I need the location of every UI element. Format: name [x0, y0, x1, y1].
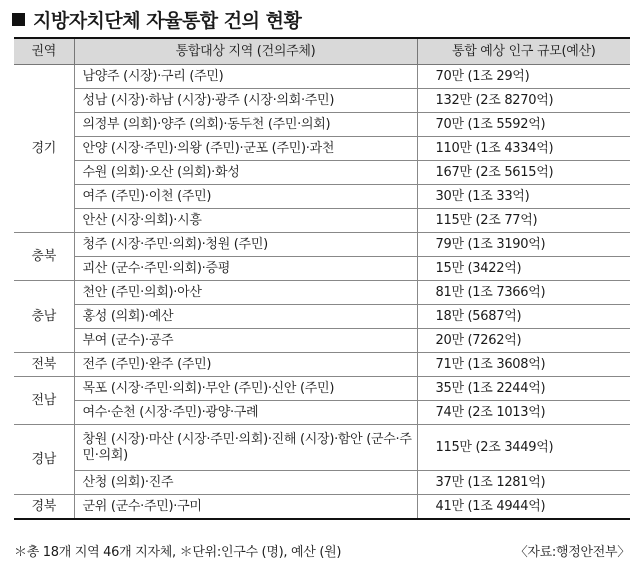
status-table [14, 37, 630, 520]
table-row [14, 281, 630, 305]
scale-cell: 20만 (7262억) [417, 329, 630, 353]
scale-cell: 110만 (1조 4334억) [417, 137, 630, 161]
scale-cell: 41만 (1조 4944억) [417, 495, 630, 520]
scale-cell: 132만 (2조 8270억) [417, 89, 630, 113]
area-cell: 여주 (주민)·이천 (주민) [74, 185, 417, 209]
scale-cell: 37만 (1조 1281억) [417, 471, 630, 495]
table-row [14, 161, 630, 185]
area-cell: 의정부 (의회)·양주 (의회)·동두천 (주민·의회) [74, 113, 417, 137]
table-row [14, 113, 630, 137]
title-block [12, 4, 301, 34]
area-cell: 산청 (의회)·진주 [74, 471, 417, 495]
region-cell: 경남 [14, 425, 74, 495]
region-cell: 전남 [14, 377, 74, 425]
area-cell: 남양주 (시장)·구리 (주민) [74, 65, 417, 89]
area-cell: 안산 (시장·의회)·시흥 [74, 209, 417, 233]
table-row [14, 185, 630, 209]
area-cell: 괴산 (군수·주민·의회)·증평 [74, 257, 417, 281]
region-cell: 경기 [14, 65, 74, 233]
scale-cell: 71만 (1조 3608억) [417, 353, 630, 377]
table-row [14, 495, 630, 520]
area-cell: 목포 (시장·주민·의회)·무안 (주민)·신안 (주민) [74, 377, 417, 401]
scale-cell: 81만 (1조 7366억) [417, 281, 630, 305]
table-row [14, 471, 630, 495]
table-row [14, 353, 630, 377]
area-cell: 군위 (군수·주민)·구미 [74, 495, 417, 520]
page-title: 지방자치단체 자율통합 건의 현황 [33, 9, 302, 32]
region-cell: 경북 [14, 495, 74, 520]
table-row [14, 65, 630, 89]
table-row [14, 209, 630, 233]
region-cell: 충북 [14, 233, 74, 281]
table-row [14, 401, 630, 425]
scale-cell: 167만 (2조 5615억) [417, 161, 630, 185]
region-cell: 전북 [14, 353, 74, 377]
scale-cell: 115만 (2조 3449억) [417, 425, 630, 471]
footer [14, 539, 630, 561]
table-row [14, 137, 630, 161]
area-cell: 여수·순천 (시장·주민)·광양·구례 [74, 401, 417, 425]
table-header-row [14, 38, 630, 65]
header-region: 권역 [14, 38, 74, 65]
scale-cell: 74만 (2조 1013억) [417, 401, 630, 425]
table-row [14, 425, 630, 471]
area-cell: 부여 (군수)·공주 [74, 329, 417, 353]
table-row [14, 377, 630, 401]
header-scale: 통합 예상 인구 규모(예산) [417, 38, 630, 65]
scale-cell: 35만 (1조 2244억) [417, 377, 630, 401]
scale-cell: 70만 (1조 5592억) [417, 113, 630, 137]
area-cell: 천안 (주민·의회)·아산 [74, 281, 417, 305]
area-cell: 창원 (시장)·마산 (시장·주민·의회)·진해 (시장)·함안 (군수·주민·의회) [74, 425, 417, 471]
region-cell: 충남 [14, 281, 74, 353]
area-cell: 전주 (주민)·완주 (주민) [74, 353, 417, 377]
scale-cell: 15만 (3422억) [417, 257, 630, 281]
area-cell: 청주 (시장·주민·의회)·청원 (주민) [74, 233, 417, 257]
table-row [14, 89, 630, 113]
scale-cell: 70만 (1조 29억) [417, 65, 630, 89]
area-cell: 수원 (의회)·오산 (의회)·화성 [74, 161, 417, 185]
area-cell: 홍성 (의회)·예산 [74, 305, 417, 329]
table-row [14, 233, 630, 257]
scale-cell: 79만 (1조 3190억) [417, 233, 630, 257]
area-cell: 안양 (시장·주민)·의왕 (주민)·군포 (주민)·과천 [74, 137, 417, 161]
source-credit: 〈자료:행정안전부〉 [514, 545, 630, 560]
header-area: 통합대상 지역 (건의주체) [74, 38, 417, 65]
area-cell: 성남 (시장)·하남 (시장)·광주 (시장·의회·주민) [74, 89, 417, 113]
footnote: ＊총 18개 지역 46개 지자체, ＊단위:인구수 (명), 예산 (원) [14, 545, 342, 560]
scale-cell: 30만 (1조 33억) [417, 185, 630, 209]
table-row [14, 305, 630, 329]
table-row [14, 257, 630, 281]
scale-cell: 18만 (5687억) [417, 305, 630, 329]
square-bullet-icon [12, 13, 25, 26]
scale-cell: 115만 (2조 77억) [417, 209, 630, 233]
table-row [14, 329, 630, 353]
